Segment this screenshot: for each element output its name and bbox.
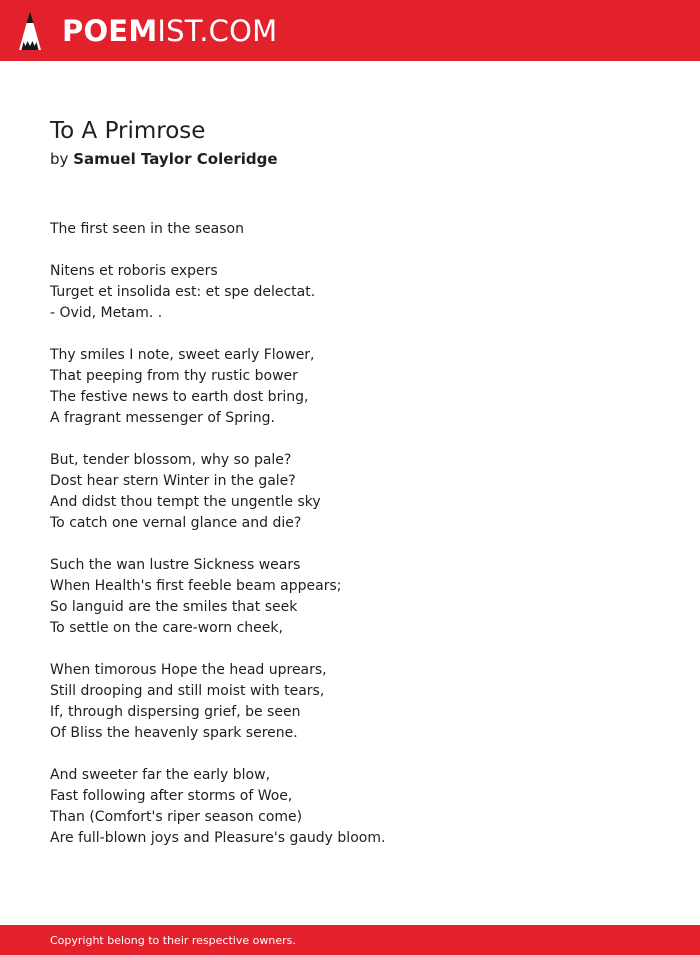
poem-line: Of Bliss the heavenly spark serene. xyxy=(50,725,298,741)
poem-title: To A Primrose xyxy=(50,118,206,144)
poem-stanza xyxy=(50,261,650,324)
poem-line: Such the wan lustre Sickness wears xyxy=(50,557,301,573)
logo-text-bold: POEM xyxy=(62,14,158,48)
poem-line: Are full-blown joys and Pleasure's gaudy bloom. xyxy=(50,830,386,846)
poem-line: That peeping from thy rustic bower xyxy=(50,368,298,384)
poem-line: Thy smiles I note, sweet early Flower, xyxy=(50,347,315,363)
poem-stanza xyxy=(50,765,650,849)
poem-author: Samuel Taylor Coleridge xyxy=(73,150,278,168)
poem-line: To settle on the care-worn cheek, xyxy=(50,620,283,636)
poem-line: The first seen in the season xyxy=(50,221,244,237)
poem-line: Nitens et roboris expers xyxy=(50,263,218,279)
pencil-tip-icon[interactable] xyxy=(18,10,42,51)
by-label: by xyxy=(50,150,69,168)
poem-line: A fragrant messenger of Spring. xyxy=(50,410,275,426)
poem-line: So languid are the smiles that seek xyxy=(50,599,298,615)
poem-line: And sweeter far the early blow, xyxy=(50,767,271,783)
poem-line: If, through dispersing grief, be seen xyxy=(50,704,301,720)
poem-line: And didst thou tempt the ungentle sky xyxy=(50,494,321,510)
poem-line: To catch one vernal glance and die? xyxy=(50,515,302,531)
poem-line: Still drooping and still moist with tears, xyxy=(50,683,325,699)
poem-line: - Ovid, Metam. . xyxy=(50,305,163,321)
poem-stanza xyxy=(50,219,650,240)
poem-stanza xyxy=(50,660,650,744)
poem-body xyxy=(50,219,650,870)
poem-line: When Health's first feeble beam appears; xyxy=(50,578,342,594)
poem-line: But, tender blossom, why so pale? xyxy=(50,452,292,468)
site-header xyxy=(0,0,700,61)
poem-line: Dost hear stern Winter in the gale? xyxy=(50,473,296,489)
poem-byline xyxy=(50,148,278,170)
poem-line: Than (Comfort's riper season come) xyxy=(50,809,303,825)
poem-line: Turget et insolida est: et spe delectat. xyxy=(50,284,316,300)
poem-line: The festive news to earth dost bring, xyxy=(50,389,309,405)
site-logo[interactable] xyxy=(62,12,277,50)
poem-stanza xyxy=(50,450,650,534)
footer-copyright: Copyright belong to their respective owners. xyxy=(50,934,296,947)
poem-line: When timorous Hope the head uprears, xyxy=(50,662,327,678)
poem-stanza xyxy=(50,555,650,639)
poem-stanza xyxy=(50,345,650,429)
logo-text-rest: IST.COM xyxy=(157,14,278,48)
poem-line: Fast following after storms of Woe, xyxy=(50,788,293,804)
site-footer xyxy=(0,925,700,955)
